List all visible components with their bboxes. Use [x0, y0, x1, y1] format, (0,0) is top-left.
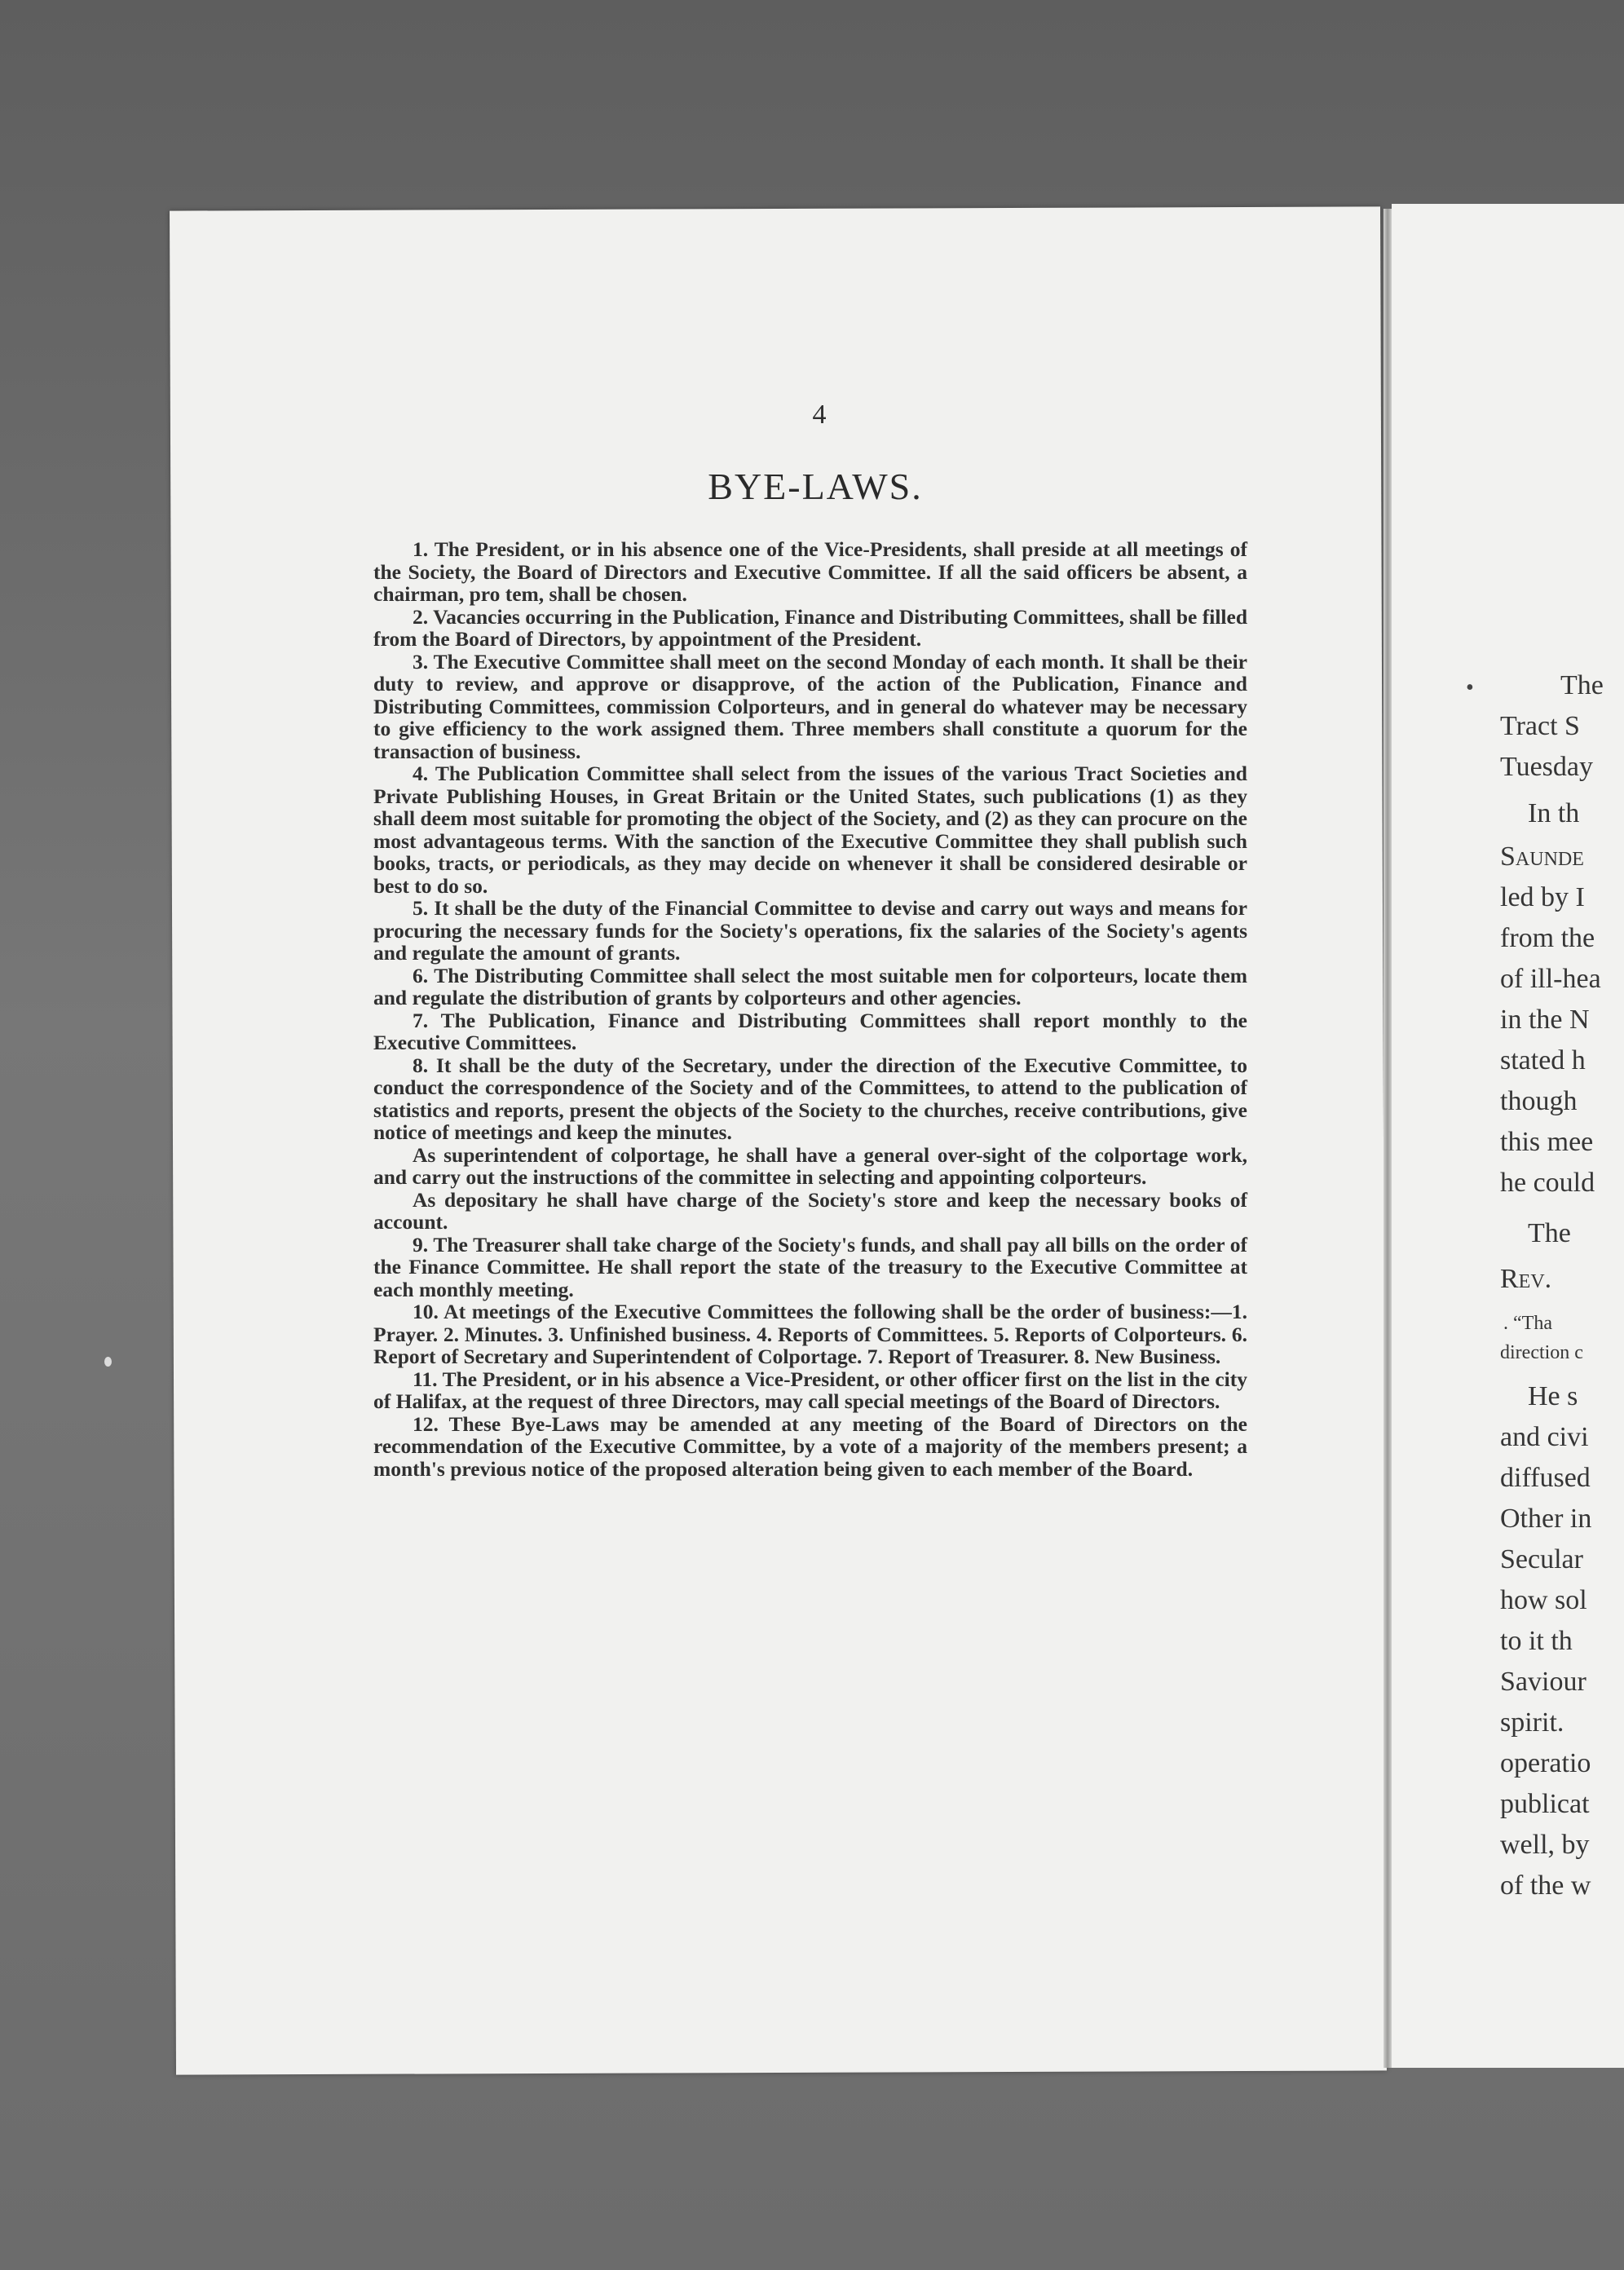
- right-line: diffused: [1500, 1463, 1591, 1493]
- bye-law-paragraph: 7. The Publication, Finance and Distributing Committees shall report monthly to the Executive Committees.: [373, 1008, 1247, 1054]
- bye-law-paragraph: 10. At meetings of the Executive Committees the following shall be the order of business:—1. Prayer. 2. Minutes. 3. Unfinished business. 4. Reports of Committees. 5. Reports of Colporteurs. 6. Report of Secretary and Superintendent of Colportage. 7. Report of Treasurer. 8. New Business.: [373, 1300, 1247, 1368]
- bye-law-paragraph: 4. The Publication Committee shall select from the issues of the various Tract Societies and Private Publishing Houses, in Great Britain or the United States, such publications (1) as they shall deem most suitable for promoting the object of the Society, and (2) as they can procure on the most advantageous terms. With the sanction of the Executive Committee they shall publish such books, tracts, or periodicals, as they may decide on whenever it shall be considered desirable or best to do so.: [373, 762, 1247, 898]
- bye-law-paragraph: 5. It shall be the duty of the Financial Committee to devise and carry out ways and means for procuring the necessary funds for the Society's operations, fix the salaries of the Society's agents and regulate the amount of grants.: [373, 896, 1247, 965]
- right-line: of ill-hea: [1500, 964, 1601, 994]
- right-line: operatio: [1500, 1748, 1591, 1778]
- right-line: he could: [1500, 1168, 1595, 1198]
- page-number: 4: [812, 400, 827, 430]
- bye-law-paragraph: 2. Vacancies occurring in the Publication, Finance and Distributing Committees, shall be filled from the Board of Directors, by appointment of the President.: [373, 604, 1247, 651]
- bye-laws-body: [373, 538, 1247, 1480]
- right-line: and civi: [1500, 1422, 1589, 1452]
- right-line: in the N: [1500, 1005, 1590, 1035]
- right-line: this mee: [1500, 1127, 1594, 1157]
- right-line: of the w: [1500, 1870, 1591, 1901]
- bullet-mark: •: [1466, 675, 1474, 700]
- right-line: to it th: [1500, 1626, 1573, 1656]
- right-line: Tract S: [1500, 711, 1580, 741]
- right-line: stated h: [1500, 1045, 1586, 1075]
- right-line: well, by: [1500, 1830, 1590, 1860]
- right-line: Saviour: [1500, 1667, 1586, 1697]
- bye-law-paragraph: 9. The Treasurer shall take charge of the Society's funds, and shall pay all bills on the order of the Finance Committee. He shall report the state of the treasury to the Executive Committee at each monthly meeting.: [373, 1232, 1247, 1301]
- bye-law-paragraph: 8. It shall be the duty of the Secretary, under the direction of the Executive Committee, to conduct the correspondence of the Society and of the Committees, to attend to the publication of statistics and reports, present the objects of the Society to the churches, receive contributions, give notice of meetings and keep the minutes.: [373, 1053, 1247, 1144]
- right-line: Tuesday: [1500, 752, 1593, 782]
- right-line: led by I: [1500, 882, 1585, 912]
- right-line: The: [1528, 1218, 1571, 1248]
- right-line: In th: [1528, 798, 1580, 828]
- bye-law-paragraph: 1. The President, or in his absence one of the Vice-Presidents, shall preside at all meetings of the Society, the Board of Directors and Executive Committee. If all the said officers be absent, a chairman, pro tem, shall be chosen.: [373, 537, 1247, 606]
- scan-speck: [104, 1357, 112, 1367]
- book-gutter: [1383, 209, 1392, 2068]
- bye-law-paragraph: As superintendent of colportage, he shall have a general over-sight of the colportage work, and carry out the instructions of the committee in selecting and appointing colporteurs.: [373, 1142, 1247, 1189]
- bye-law-paragraph: 6. The Distributing Committee shall select the most suitable men for colporteurs, locate them and regulate the distribution of grants by colporteurs and other agencies.: [373, 963, 1247, 1009]
- right-line: direction c: [1500, 1342, 1583, 1363]
- bye-law-paragraph: 12. These Bye-Laws may be amended at any meeting of the Board of Directors on the recommendation of the Executive Committee, by a vote of a majority of the members present; a month's previous notice of the proposed alteration being given to each member of the Board.: [373, 1411, 1247, 1481]
- page-title: BYE-LAWS.: [708, 466, 923, 507]
- right-line: spirit.: [1500, 1707, 1564, 1738]
- right-line: Secular: [1500, 1544, 1583, 1574]
- right-line: Rev.: [1500, 1264, 1552, 1294]
- right-line: He s: [1528, 1381, 1578, 1411]
- right-line: Other in: [1500, 1504, 1592, 1534]
- bye-law-paragraph: 11. The President, or in his absence a Vice-President, or other officer first on the list in the city of Halifax, at the request of three Directors, may call special meetings of the Board of Directors.: [373, 1367, 1247, 1413]
- bye-law-paragraph: 3. The Executive Committee shall meet on the second Monday of each month. It shall be their duty to review, and approve or disapprove, of the action of the Publication, Finance and Distributing Committees, commission Colporteurs, and in general do whatever may be necessary to give efficiency to the work assigned them. Three members shall constitute a quorum for the transaction of business.: [373, 649, 1247, 763]
- right-line: from the: [1500, 923, 1595, 953]
- right-line: publicat: [1500, 1789, 1590, 1819]
- right-line: Saunde: [1500, 841, 1584, 872]
- right-line: though: [1500, 1086, 1578, 1116]
- right-line: how sol: [1500, 1585, 1587, 1615]
- right-line: . “Tha: [1503, 1313, 1552, 1334]
- bye-law-paragraph: As depositary he shall have charge of the Society's store and keep the necessary books of account.: [373, 1187, 1247, 1234]
- right-line: The: [1560, 670, 1604, 700]
